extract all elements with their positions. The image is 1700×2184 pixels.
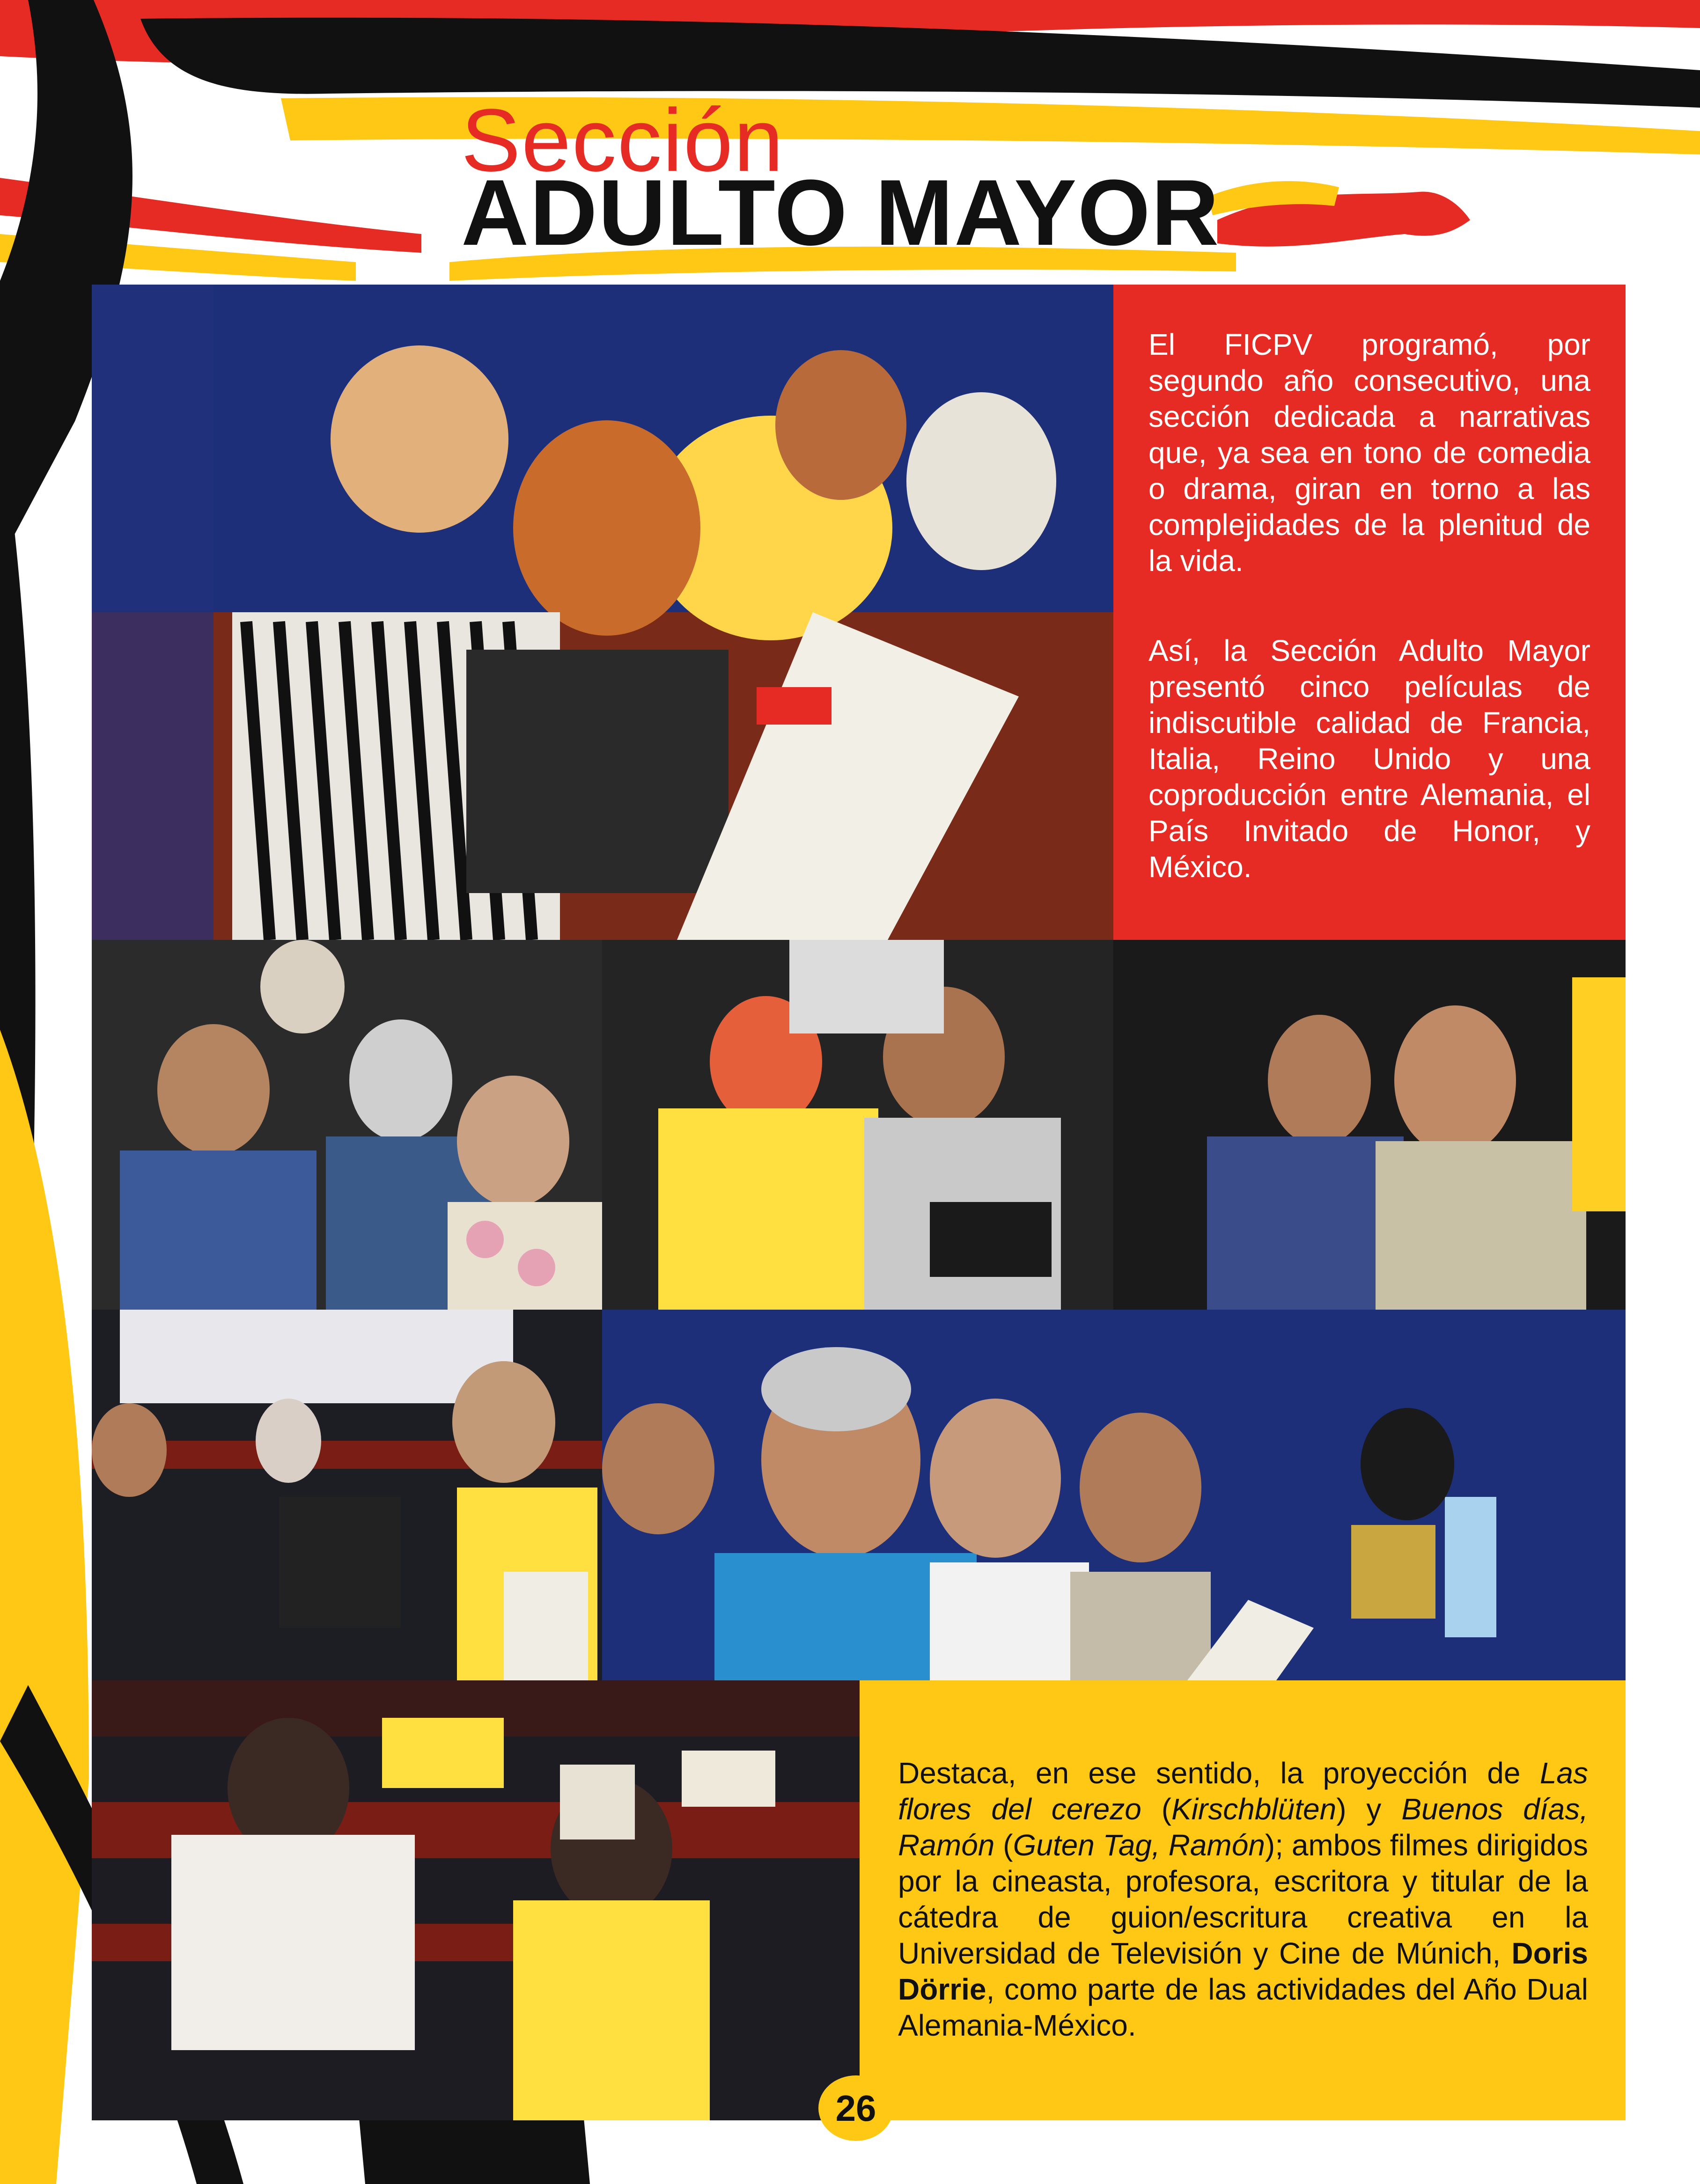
photo-audience-smiling-blue xyxy=(602,1310,1626,1680)
intro-paragraph-1: El FICPV programó, por segundo año consecutivo, una sección dedicada a narrativas que, ya sea en tono de comedia o drama, giran en torno a las complejidades de la plenitud de la vida. xyxy=(1148,328,1590,578)
photo-seated-audience-left xyxy=(92,940,602,1310)
page-title: ADULTO MAYOR xyxy=(461,161,1220,265)
film-title-las-flores: Las flores del cerezo xyxy=(898,1756,1588,1826)
intro-paragraph-2: Así, la Sección Adulto Mayor presentó cinco películas de indiscutible calidad de Francia, Italia, Reino Unido y una coproducción entre Alemania, el País Invitado de Honor, y México. xyxy=(1148,634,1590,884)
photo-audience-reading-program xyxy=(92,285,1113,940)
photo-couple-smiling xyxy=(1113,940,1626,1310)
photo-smiling-women xyxy=(602,940,1113,1310)
highlight-text-4: ( xyxy=(994,1828,1013,1862)
page-number: 26 xyxy=(818,2075,893,2141)
highlight-text-3: ) y xyxy=(1336,1792,1402,1826)
highlight-text-5: ); ambos filmes dirigidos por la cineasta, profesora, escritora y titular de la cátedra de guion/escritura creativa en la Universidad de Televisión y Cine de Múnich, xyxy=(898,1828,1588,1970)
highlight-panel xyxy=(860,1680,1626,2120)
photo-auditorium-tables xyxy=(92,1310,602,1680)
film-original-kirschbluten: Kirschblüten xyxy=(1171,1792,1337,1826)
highlight-paragraph xyxy=(898,1755,1588,2044)
section-label: Sección xyxy=(461,91,784,190)
film-original-guten-tag: Guten Tag, Ramón xyxy=(1013,1828,1265,1862)
highlight-text-2: ( xyxy=(1141,1792,1172,1826)
highlight-text-1: Destaca, en ese sentido, la proyección de xyxy=(898,1756,1540,1790)
film-title-buenos-dias: Buenos días, Ramón xyxy=(898,1792,1589,1862)
highlight-text-6: , como parte de las actividades del Año Dual Alemania-México. xyxy=(898,1972,1588,2042)
photo-audience-from-behind xyxy=(92,1680,860,2120)
director-name: Doris Dörrie xyxy=(898,1936,1588,2006)
intro-panel xyxy=(1113,285,1626,940)
